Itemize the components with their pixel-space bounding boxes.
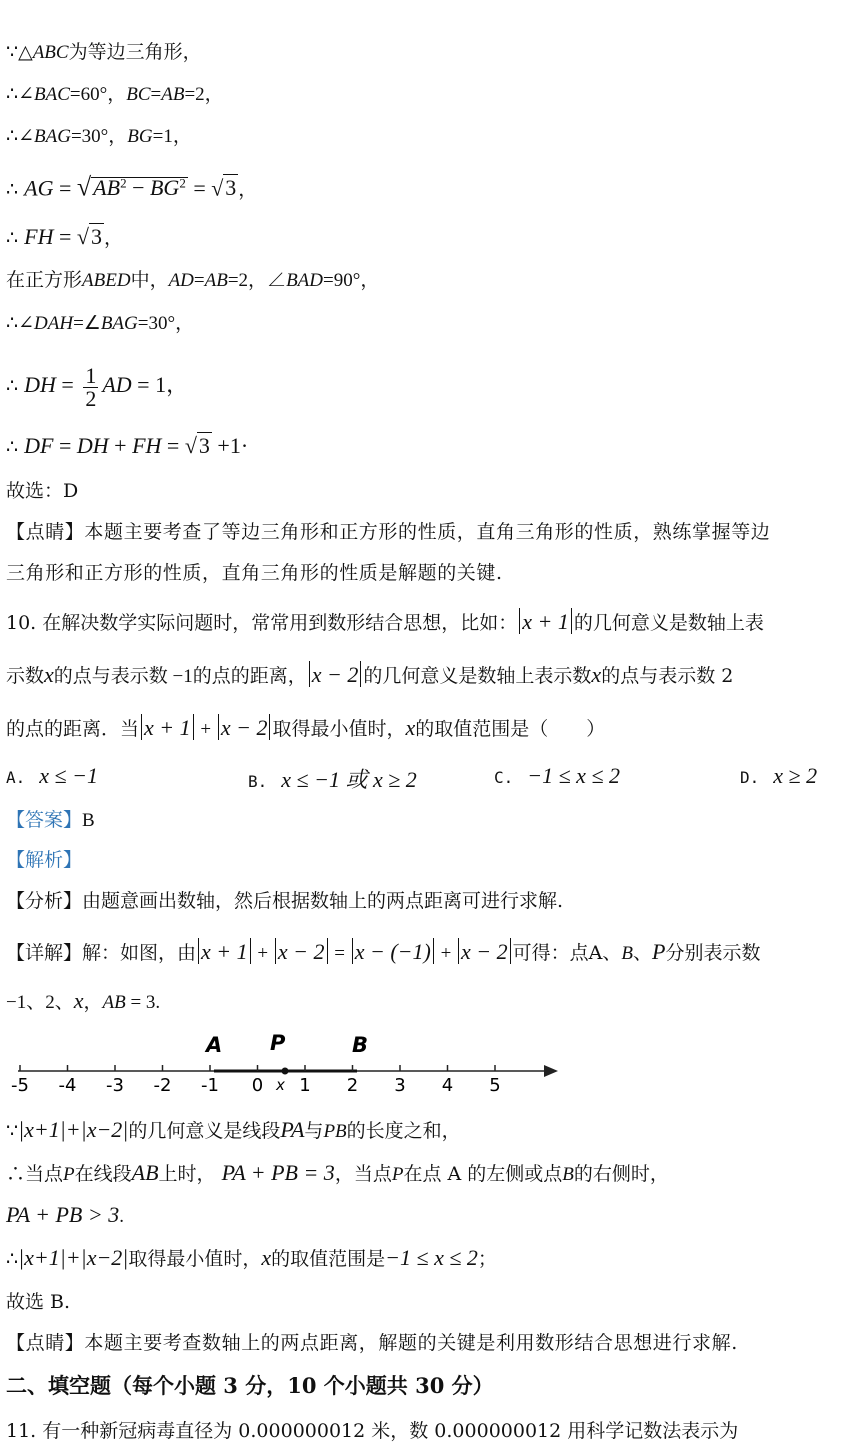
line-ag-formula: ∴ AG = $√AB^2 - BG^2 = √3$ ， (6, 172, 258, 202)
q10-line-2: 示数x的点与表示数 −1的点的距离， x − 2 的几何意义是数轴上表示数x的点与表示数 2 (6, 662, 734, 687)
section-heading: 二、填空题（每个小题 3 分，10 个小题共 30 分） (6, 1373, 494, 1398)
line-comment-1: 【点睛】本题主要考查了等边三角形和正方形的性质，直角三角形的性质，熟练掌握等边 (6, 521, 771, 543)
tick-label: -3 (106, 1075, 124, 1096)
tick-label: 4 (441, 1075, 454, 1096)
point-p-dot (282, 1068, 289, 1075)
line-square-abed: 在正方形ABED中，AD=AB=2，∠BAD=90°， (6, 269, 380, 291)
tick-label: 3 (394, 1075, 406, 1096)
tick-label: 0 (251, 1075, 264, 1096)
option-c[interactable]: C. −1 ≤ x ≤ 2 (494, 763, 621, 788)
xiangjie-line: 【详解】解：如图，由 x + 1 + x − 2 = x − (−1) + x − 2 可得：点A、B、P分别表示数 (6, 939, 761, 964)
answer-line: 【答案】B (6, 809, 95, 831)
label-a: A (206, 1033, 223, 1057)
analysis-header: 【解析】 (6, 849, 83, 871)
tick-label: -4 (58, 1075, 77, 1096)
line-choice-d: 故选：D (6, 480, 79, 502)
line-df: ∴ DF = DH + FH = √3 +1· (6, 433, 249, 458)
s4-line: ∴|x+1|+|x−2|取得最小值时，x的取值范围是−1 ≤ x ≤ 2； (6, 1245, 497, 1270)
s6-line: 【点睛】本题主要考查数轴上的两点距离，解题的关键是利用数形结合思想进行求解. (6, 1332, 738, 1354)
line-angle-dah: ∴∠DAH=∠BAG=30°， (6, 312, 195, 334)
s2-line: ∴当点P在线段AB上时， PA + PB = 3，当点P在点 A 的左侧或点B的右侧时， (6, 1160, 669, 1185)
label-p: P (270, 1031, 286, 1055)
line-angle-bac: ∴∠BAC=60°，BC=AB=2， (6, 83, 224, 105)
line-comment-2: 三角形和正方形的性质，直角三角形的性质是解题的关键. (6, 562, 503, 584)
q10-line-1: 10. 在解决数学实际问题时，常常用到数形结合思想，比如： x + 1 的几何意义是数轴上表 (6, 609, 764, 634)
line-fh: ∴ FH = √3 ， (6, 224, 123, 249)
fraction-half: $\frac{1}{2}$ (85, 362, 97, 411)
option-b[interactable]: B. x ≤ −1 或 x ≥ 2 (248, 767, 417, 792)
s1-line: ∵|x+1|+|x−2|的几何意义是线段PA与PB的长度之和， (6, 1117, 461, 1142)
option-d[interactable]: D. x ≥ 2 (740, 763, 818, 788)
tick-label: 1 (299, 1075, 311, 1096)
label-x: x (276, 1076, 285, 1094)
number-line-figure (0, 1028, 600, 1110)
tick-label: 2 (346, 1075, 359, 1096)
option-a[interactable]: A. x ≤ −1 (6, 763, 98, 788)
s3-line: PA + PB > 3. (6, 1202, 124, 1227)
line-equilateral: ∵△ABC为等边三角形， (6, 41, 202, 63)
label-b: B (352, 1033, 369, 1057)
q10-line-3: 的点的距离．当 x + 1 + x − 2 取得最小值时，x的取值范围是（ ） (6, 715, 606, 740)
tick-label: -2 (153, 1075, 172, 1096)
line-dh-fraction: ∴ DH = $\frac{1}{2}$ AD = 1， (6, 362, 189, 411)
q11-line: 11. 有一种新冠病毒直径为 0.000000012 米，数 0.000000012 用科学记数法表示为 (6, 1420, 739, 1442)
tick-label: -1 (201, 1075, 219, 1096)
axis-arrow (544, 1065, 558, 1077)
s5-line: 故选 B. (6, 1291, 71, 1313)
line-angle-bag: ∴∠BAG=30°，BG=1， (6, 125, 192, 147)
fenxi-line: 【分析】由题意画出数轴，然后根据数轴上的两点距离可进行求解. (6, 890, 564, 912)
tick-label: 5 (489, 1075, 501, 1096)
xiangjie-line-2: −1、2、x，AB = 3. (6, 988, 161, 1013)
tick-label: -5 (11, 1075, 29, 1096)
